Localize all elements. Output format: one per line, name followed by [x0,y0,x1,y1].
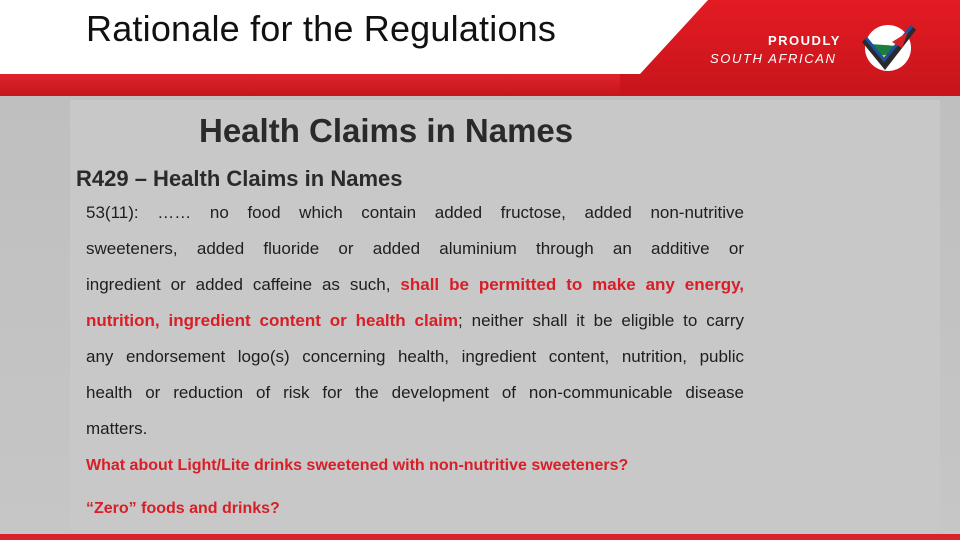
line-text: any endorsement logo(s) concerning health, ingredient content, nutrition, public [86,347,744,366]
regulation-subheading: R429 – Health Claims in Names [76,166,403,191]
line-text: sweeteners, added fluoride or added aluminium through an additive or [86,239,744,258]
highlighted-text: nutrition, ingredient content or health claim [86,311,459,330]
line-text: ; neither shall it be eligible to carry [458,311,744,330]
logo-text-south-african: SOUTH AFRICAN [710,51,837,66]
line-text: health or reduction of risk for the development of non-communicable disease [86,383,744,402]
question-zero-foods: “Zero” foods and drinks? [86,500,280,517]
line-text: ingredient or added caffeine as such, [86,275,401,294]
footer-red-bar [0,534,960,540]
regulation-paragraph [86,200,744,452]
checkmark-badge-icon [858,20,920,74]
paragraph-line [86,308,744,344]
paragraph-line [86,272,744,308]
paragraph-line [86,416,744,452]
page-title: Rationale for the Regulations [86,8,557,49]
logo-text-proudly: PROUDLY [768,33,841,48]
paragraph-line [86,236,744,272]
question-light-lite-drinks: What about Light/Lite drinks sweetened with non-nutritive sweeteners? [86,457,629,474]
paragraph-line [86,380,744,416]
highlighted-text: shall be permitted to make any energy, [400,275,744,294]
paragraph-line [86,200,744,236]
line-text: matters. [86,419,148,438]
proudly-south-african-logo [708,20,960,76]
line-text: 53(11): …… no food which contain added fructose, added non-nutritive [86,203,744,222]
paragraph-line [86,344,744,380]
section-heading: Health Claims in Names [199,112,574,149]
